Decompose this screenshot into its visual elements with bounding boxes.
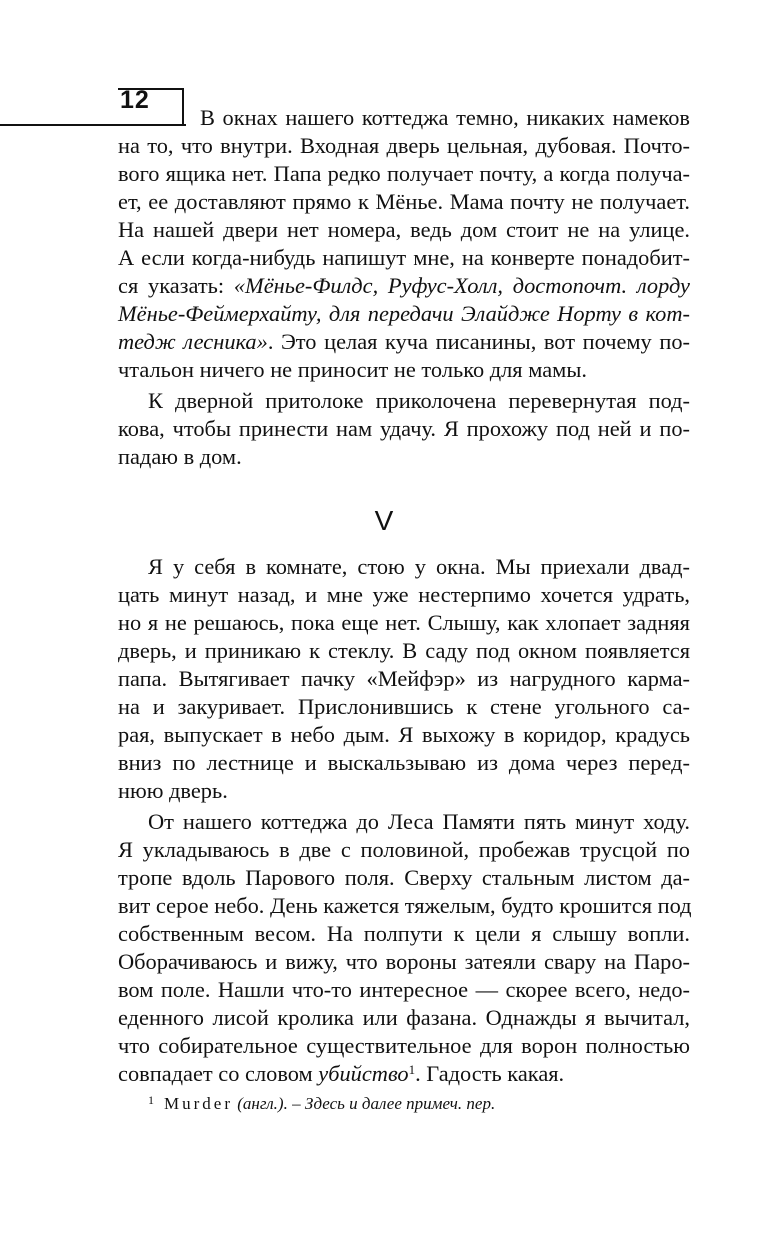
text-line: на то, что внутри. Входная дверь цельная, дубовая. Почто- [118, 133, 690, 158]
text-line: но я не решаюсь, пока еще нет. Слышу, как хлопает задняя [118, 610, 690, 635]
text-line: чтальон ничего не приносит не только для мамы. [118, 357, 587, 382]
text-line: папа. Вытягивает пачку «Мейфэр» из нагрудного карма- [118, 666, 690, 691]
italic-word: убийство [318, 1061, 409, 1086]
text-line: На нашей двери нет номера, ведь дом стоит не на улице. [118, 217, 690, 242]
text-line: собственным весом. На полпути к цели я слышу вопли. [118, 921, 690, 946]
text-line: на и закуривает. Прислонившись к стене угольного са- [118, 694, 690, 719]
chapter-heading: V [374, 505, 394, 536]
text-line: тропе вдоль Парового поля. Сверху стальным листом да- [118, 865, 690, 890]
text-line: нюю дверь. [118, 778, 228, 803]
text-line: дверь, и приникаю к стеклу. В саду под окном появляется [118, 638, 690, 663]
text-line [118, 328, 690, 356]
text-line: рая, выпускает в небо дым. Я выхожу в коридор, крадусь [118, 722, 690, 747]
address-italic: Мёнье-Феймерхайту, для передачи Элайдже Норту в кот- [118, 301, 690, 326]
text-line [118, 272, 690, 300]
text-line: вом поле. Нашли что-то интересное — скорее всего, недо- [118, 977, 690, 1002]
address-italic: тедж лесника» [118, 329, 268, 354]
text-line: вого ящика нет. Папа редко получает почту, а когда получа- [118, 161, 690, 186]
text-line: кова, чтобы принести нам удачу. Я прохожу под ней и по- [118, 416, 690, 441]
text-line: А если когда-нибудь напишут мне, на конверте понадобит- [118, 245, 690, 270]
text-line: цать минут назад, и мне уже нестерпимо хочется удрать, [118, 582, 690, 607]
footnote-ref: 1 [408, 1062, 416, 1077]
text-line: ет, ее доставляют прямо к Мёнье. Мама почту не получает. [118, 189, 690, 214]
footnote-mark: 1 [148, 1093, 154, 1107]
text-line: что собирательное существительное для ворон полностью [118, 1033, 690, 1058]
text-line: Оборачиваюсь и вижу, что вороны затеяли свару на Паро- [118, 949, 690, 974]
text-line: В окнах нашего коттеджа темно, никаких намеков [200, 105, 690, 130]
footnote-text: . – Здесь и далее примеч. пер. [283, 1094, 496, 1113]
text-line: Я у себя в комнате, стою у окна. Мы приехали двад- [148, 554, 690, 579]
text-span: . Это целая куча писанины, вот почему по- [267, 329, 690, 354]
text-span: ся указать: [118, 273, 234, 298]
text-line: От нашего коттеджа до Леса Памяти пять минут ходу. [148, 809, 690, 834]
footnote-lang: (англ.) [237, 1094, 284, 1113]
text-line [118, 1060, 690, 1088]
text-line: вниз по лестнице и выскальзываю из дома через перед- [118, 750, 690, 775]
text-line: вит серое небо. День кажется тяжелым, будто крошится под [118, 893, 692, 918]
page-number: 12 [120, 86, 150, 114]
address-italic: «Мёнье-Филдс, Руфус-Холл, достопочт. лорду [233, 273, 690, 298]
text-line: падаю в дом. [118, 444, 242, 469]
footnote [148, 1093, 495, 1114]
text-line: еденного лисой кролика или фазана. Однажды я вычитал, [118, 1005, 690, 1030]
text-span: совпадает со словом [118, 1061, 319, 1086]
text-line: Я укладываюсь в две с половиной, пробежав трусцой по [118, 837, 690, 862]
footnote-word: Murder [164, 1094, 233, 1113]
text-span: . Гадость какая. [415, 1061, 565, 1086]
text-line: К дверной притолоке приколочена перевернутая под- [148, 388, 690, 413]
text-line [118, 300, 690, 328]
